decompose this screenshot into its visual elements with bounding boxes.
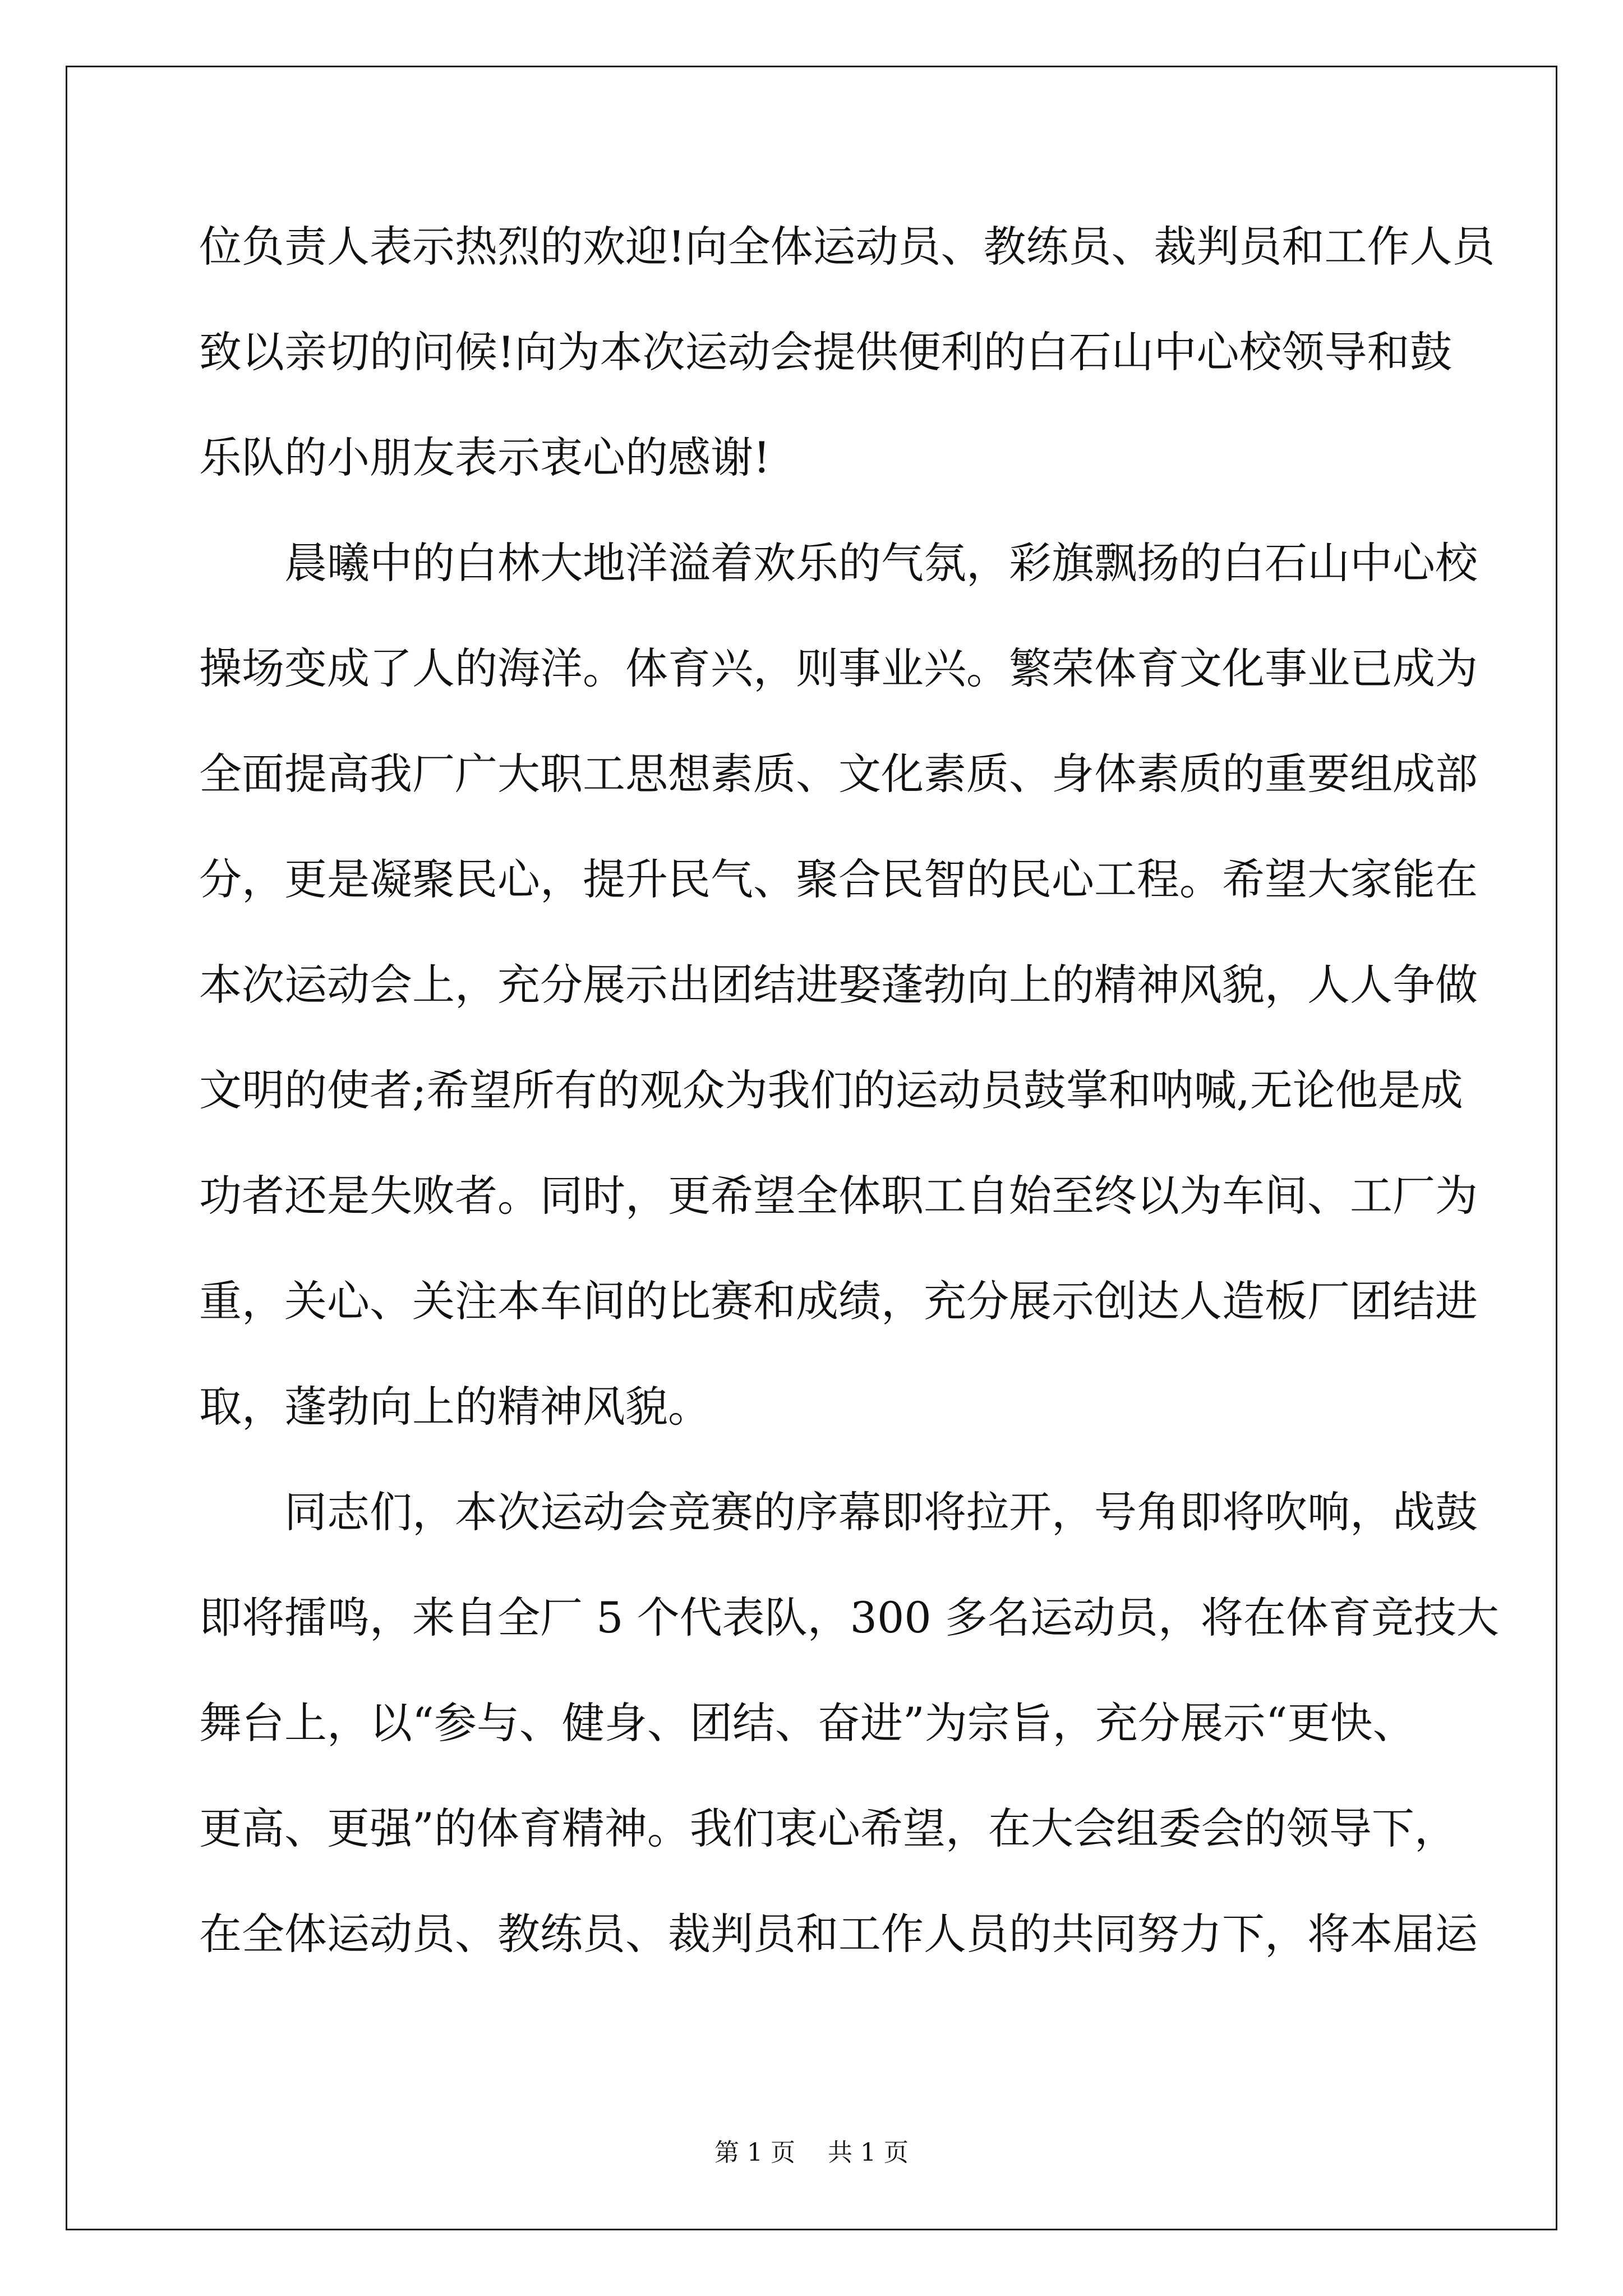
text-line-17: 在全体运动员、教练员、裁判员和工作人员的共同努力下，将本届运 <box>199 1909 1478 1959</box>
text-line-7: 分，更是凝聚民心，提升民气、聚合民智的民心工程。希望大家能在 <box>199 854 1478 904</box>
text-line-3: 乐队的小朋友表示衷心的感谢! <box>199 432 771 482</box>
text-line-6: 全面提高我厂广大职工思想素质、文化素质、身体素质的重要组成部 <box>199 749 1478 799</box>
text-line-5: 操场变成了人的海洋。体育兴，则事业兴。繁荣体育文化事业已成为 <box>199 643 1478 693</box>
text-line-10: 功者还是失败者。同时，更希望全体职工自始至终以为车间、工厂为 <box>199 1171 1478 1221</box>
text-line-2: 致以亲切的问候!向为本次运动会提供便利的白石山中心校领导和鼓 <box>199 327 1453 377</box>
text-line-8: 本次运动会上，充分展示出团结进娶蓬勃向上的精神风貌，人人争做 <box>199 960 1478 1010</box>
text-line-9: 文明的使者;希望所有的观众为我们的运动员鼓掌和呐喊,无论他是成 <box>199 1065 1463 1115</box>
text-line-12: 取，蓬勃向上的精神风貌。 <box>199 1382 711 1432</box>
text-line-13: 同志们，本次运动会竞赛的序幕即将拉开，号角即将吹响，战鼓 <box>199 1487 1478 1537</box>
text-line-15: 舞台上，以“参与、健身、团结、奋进”为宗旨，充分展示“更快、 <box>199 1698 1415 1748</box>
text-line-14: 即将擂鸣，来自全厂 5 个代表队，300 多名运动员，将在体育竞技大 <box>199 1593 1499 1642</box>
page-footer: 第 1 页 共 1 页 <box>714 2138 909 2167</box>
text-line-11: 重，关心、关注本车间的比赛和成绩，充分展示创达人造板厂团结进 <box>199 1276 1478 1326</box>
text-line-16: 更高、更强”的体育精神。我们衷心希望，在大会组委会的领导下， <box>199 1803 1457 1853</box>
text-line-4: 晨曦中的白林大地洋溢着欢乐的气氛，彩旗飘扬的白石山中心校 <box>199 538 1478 588</box>
text-line-1: 位负责人表示热烈的欢迎!向全体运动员、教练员、裁判员和工作人员 <box>199 222 1495 272</box>
